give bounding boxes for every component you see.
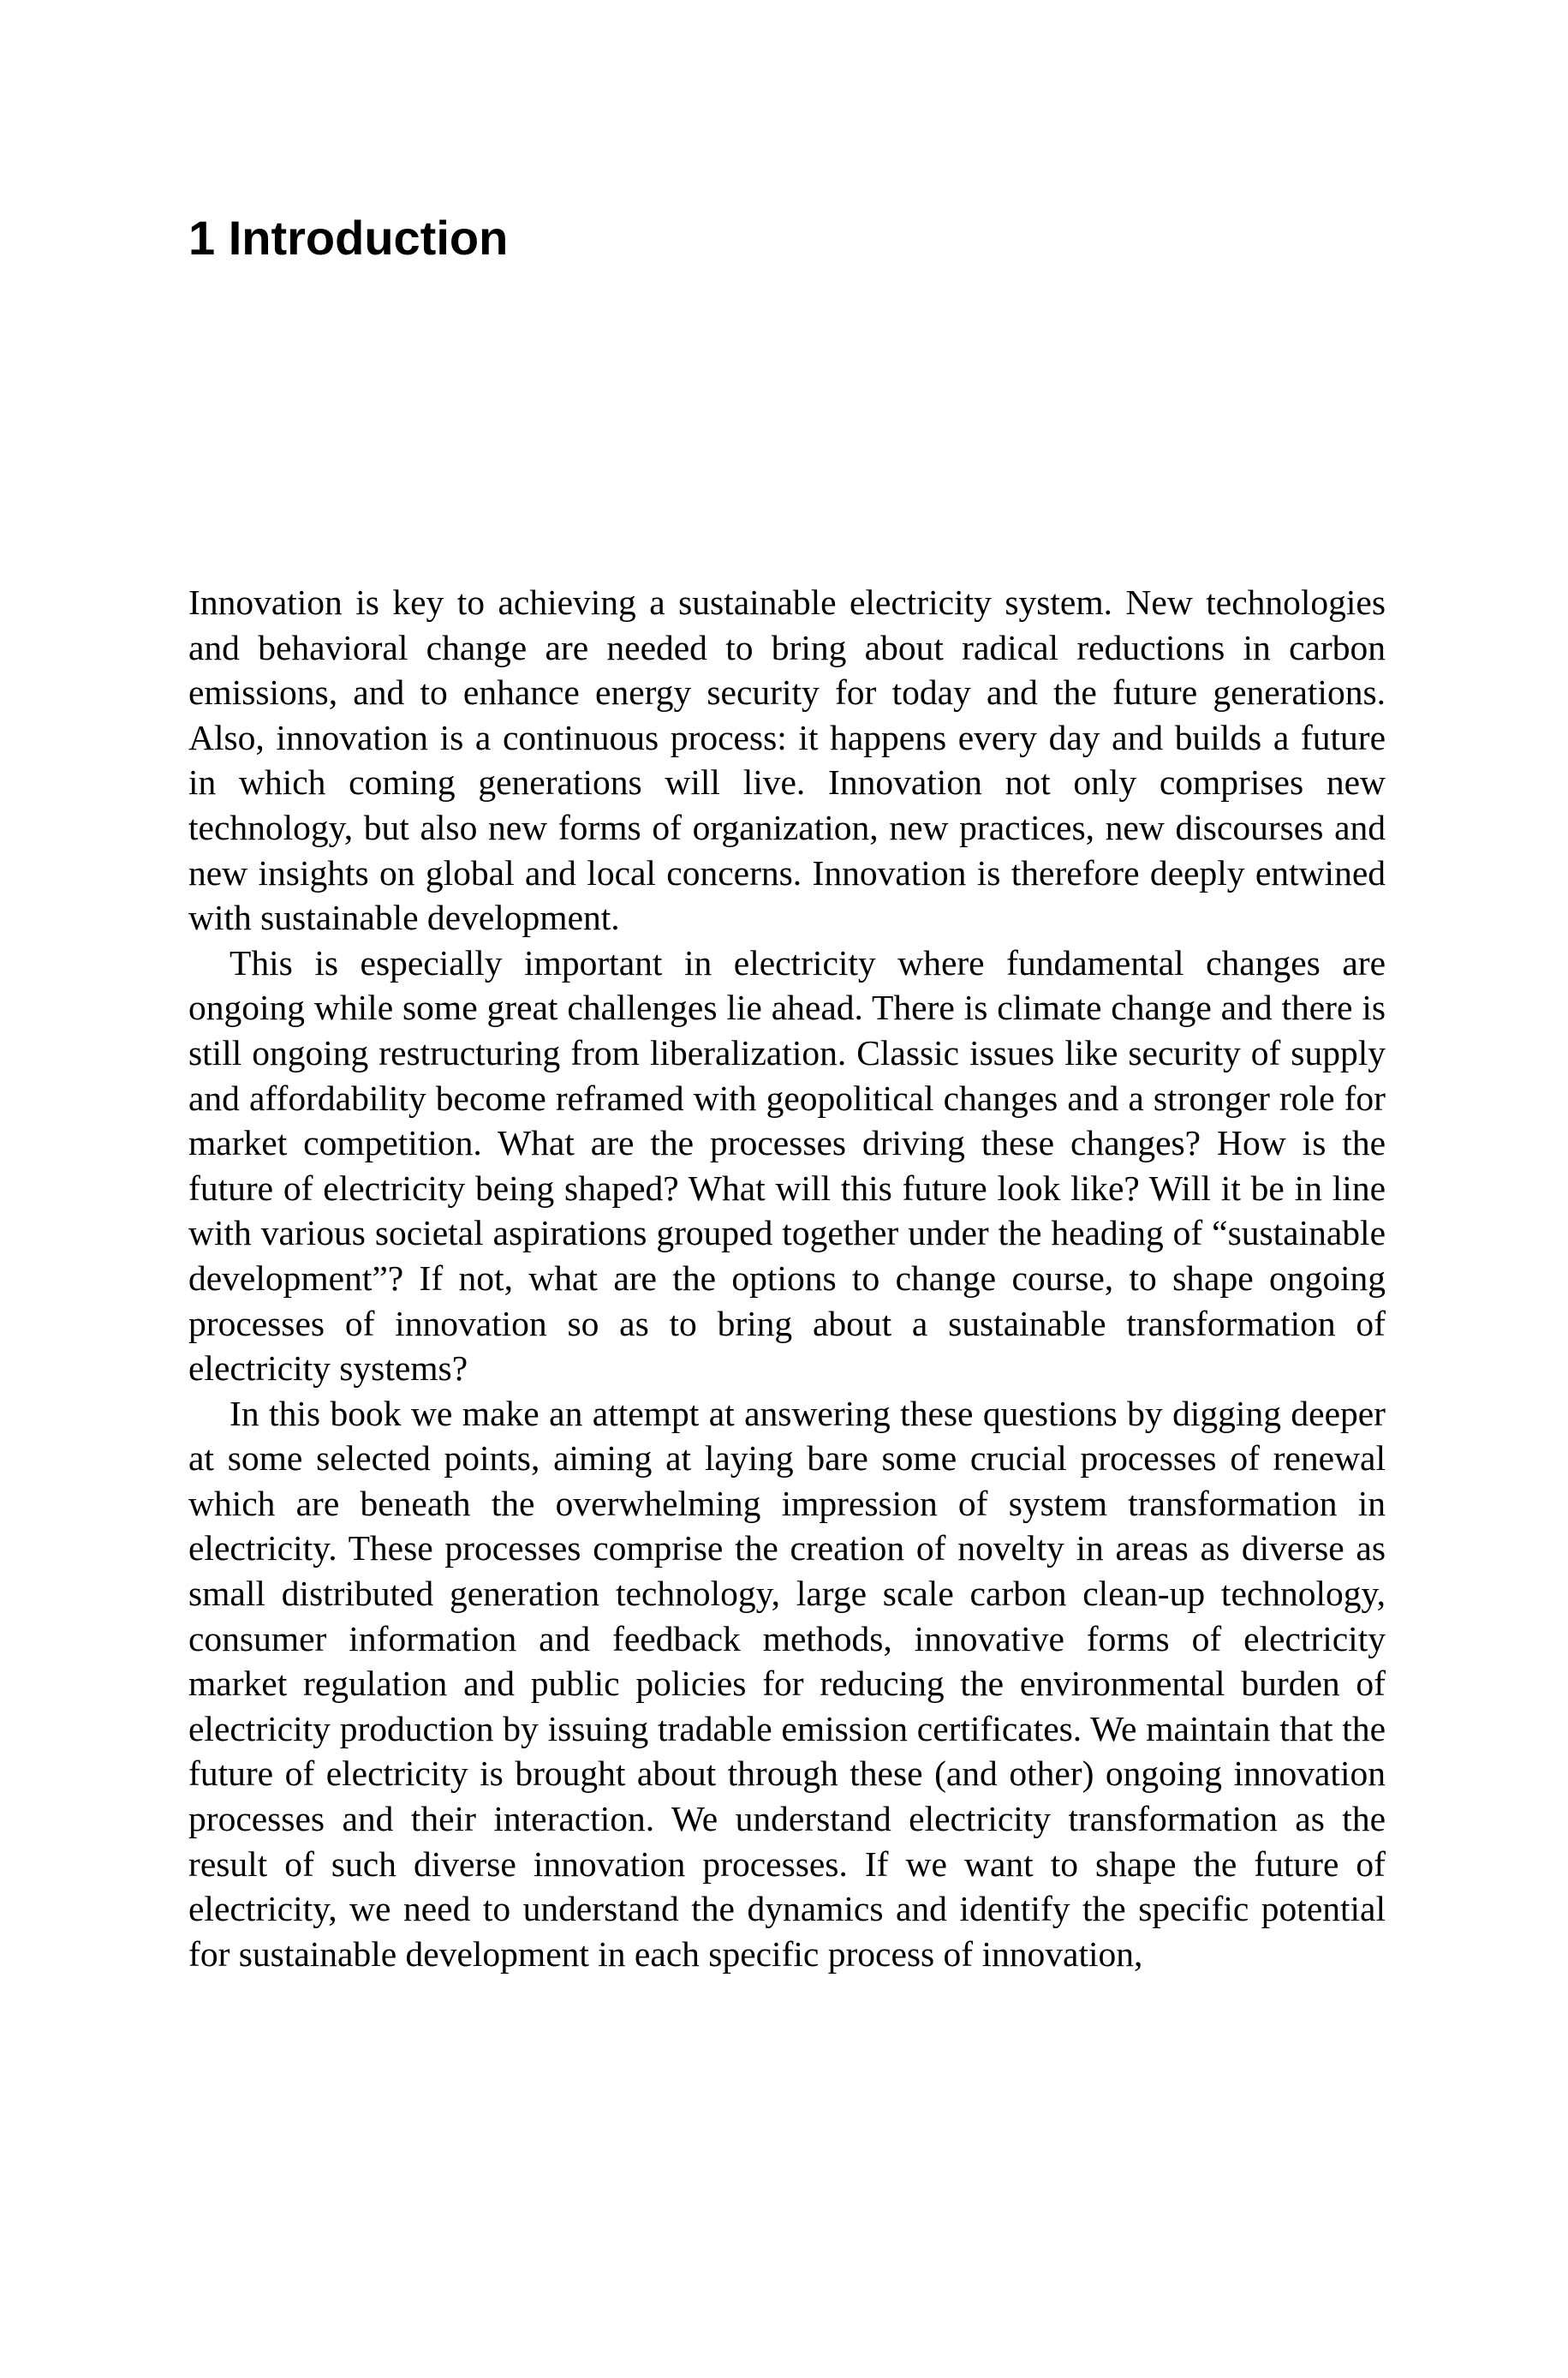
chapter-title: 1 Introduction [188,211,509,265]
paragraph-3: In this book we make an attempt at answering these questions by digging deeper at some selected points, aiming at laying bare some crucial processes of renewal which are beneath the overwhelming impression of system transformation in electricity. These processes comprise the creation of novelty in areas as diverse as small distributed generation technology, large scale carbon clean-up technology, consumer information and feedback methods, innovative forms of electricity market regulation and public policies for reducing the environmental burden of electricity production by issuing tradable emission certificates. We maintain that the future of electricity is brought about through these (and other) ongoing innovation processes and their interaction. We understand electricity transformation as the result of such diverse innovation processes. If we want to shape the future of electricity, we need to understand the dynamics and identify the specific potential for sustainable development in each specific process of innovation, [188,1393,1386,1974]
paragraph-1: Innovation is key to achieving a sustainable electricity system. New technologies and behavioral change are needed to bring about radical reductions in carbon emissions, and to enhance energy security for today and the future generations. Also, innovation is a continuous process: it happens every day and builds a future in which coming generations will live. Innovation not only comprises new technology, but also new forms of organization, new practices, new discourses and new insights on global and local concerns. Innovation is therefore deeply entwined with sustainable development. [188,583,1386,938]
chapter-body [188,580,1386,1976]
paragraph-2: This is especially important in electricity where fundamental changes are ongoing while some great challenges lie ahead. There is climate change and there is still ongoing restructuring from liberalization. Classic issues like security of supply and affordability become reframed with geopolitical changes and a stronger role for market competition. What are the processes driving these changes? How is the future of electricity being shaped? What will this future look like? Will it be in line with various societal aspirations grouped together under the heading of “sustainable development”? If not, what are the options to change course, to shape ongoing processes of innovation so as to bring about a sustainable transformation of electricity systems? [188,942,1386,1389]
